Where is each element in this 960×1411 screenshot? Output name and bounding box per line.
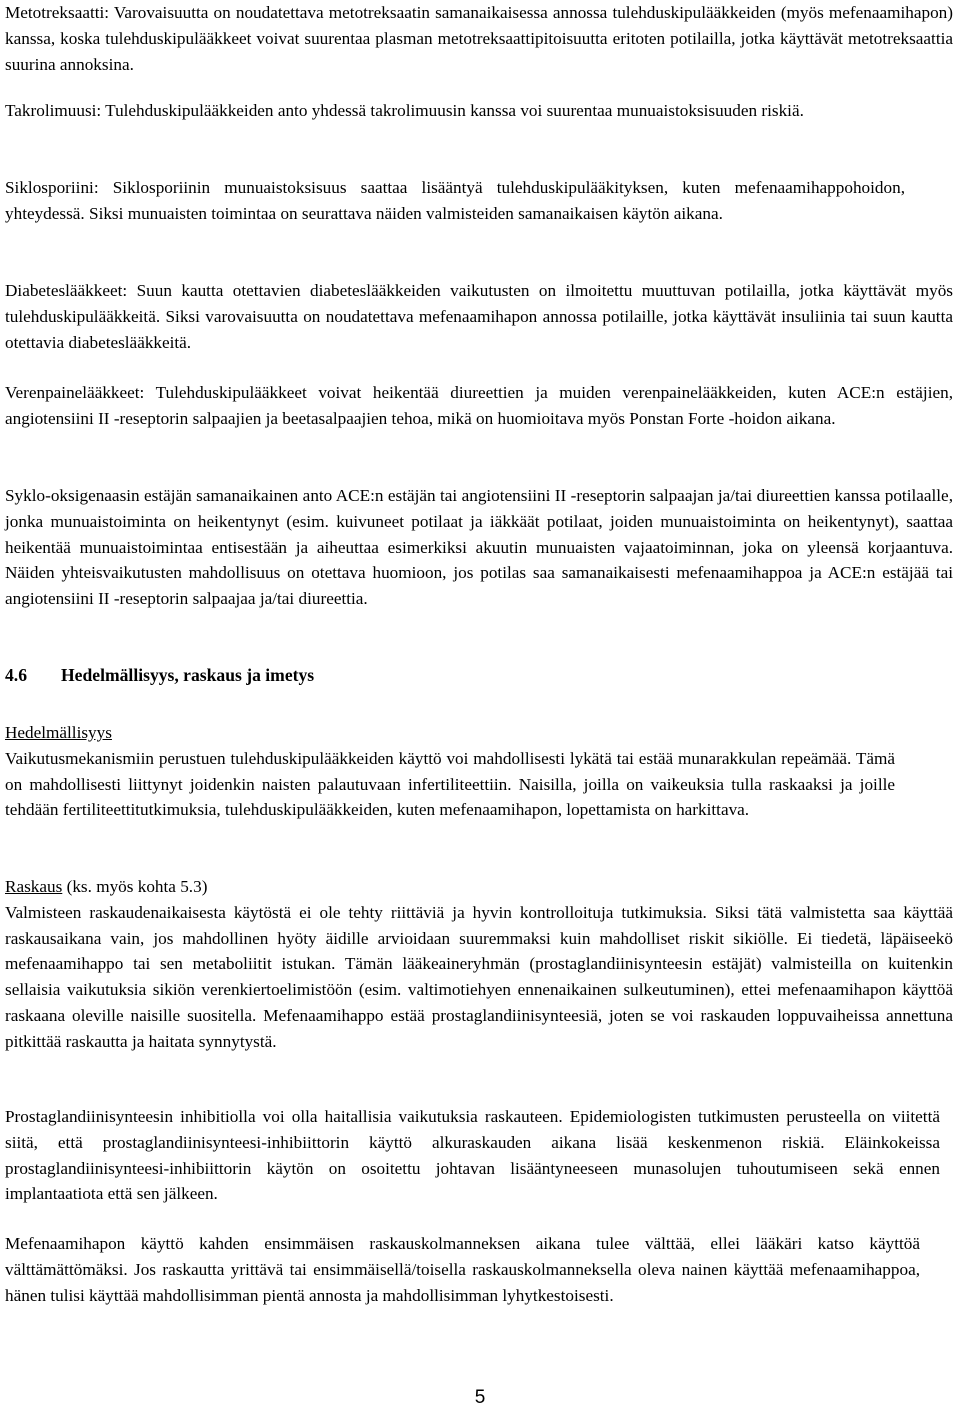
- raskaus-heading: [5, 874, 953, 900]
- section-title: Hedelmällisyys, raskaus ja imetys: [61, 665, 315, 685]
- raskaus-heading-text: Raskaus: [5, 877, 63, 896]
- hedelmallisyys-heading: [5, 720, 895, 746]
- raskaus-block: [5, 874, 953, 1055]
- raskaus-heading-suffix: (ks. myös kohta 5.3): [62, 877, 208, 896]
- page-number: 5: [474, 1387, 486, 1408]
- paragraph-metotreksaatti: Metotreksaatti: Varovaisuutta on noudatettava metotreksaatin samanaikaisessa annossa tulehduskipulääkkeiden (myös mefenaamihapon) kanssa, koska tulehduskipulääkkeet voivat suurentaa plasman metotreksaattipitoisuutta eritoten potilailla, jotka käyttävät metotreksaattia suurina annoksina.: [5, 3, 953, 74]
- raskaus-text: Valmisteen raskaudenaikaisesta käytöstä ei ole tehty riittäviä ja hyvin kontrolloituja tutkimuksia. Siksi tätä valmistetta saa käyttää raskausaikana vain, jos mahdollinen hyöty äidille arvioidaan suuremmaksi kuin mahdolliset riskit sikiölle. Ei tiedetä, läpäiseekö mefenaamihappo tai sen metaboliitit istukan. Tämän lääkeaineryhmän (prostaglandiinisynteesin estäjät) valmisteilla on kuitenkin sellaisia vaikutuksia sikiön verenkiertoelimistöön (esim. valtimotiehyen ennenaikainen sulkeutuminen), ettei mefenaamihapon käyttöä raskaana oleville naisille suositella. Mefenaamihappo estää prostaglandiinisynteesiä, joten se voi raskauden loppuvaiheissa annettuna pitkittää raskautta ja haitata synnytystä.: [5, 902, 953, 1051]
- hedelmallisyys-block: [5, 720, 895, 823]
- paragraph-siklosporiini: Siklosporiini: Siklosporiinin munuaistoksisuus saattaa lisääntyä tulehduskipulääkityksen, kuten mefenaamihappohoidon, yhteydessä. Siksi munuaisten toimintaa on seurattava näiden valmisteiden samanaikaisen käytön aikana.: [5, 178, 905, 223]
- hedelmallisyys-heading-text: Hedelmällisyys: [5, 723, 112, 742]
- paragraph-mefenaamihapon-kaytto: Mefenaamihapon käyttö kahden ensimmäisen raskauskolmanneksen aikana tulee välttää, ellei lääkäri katso käyttöä välttämättömäksi. Jos raskautta yrittävä tai ensimmäisellä/toisella raskauskolmanneksella oleva nainen käyttää mefenaamihappoa, hänen tulisi käyttää mahdollisimman pientä annosta ja mahdollisimman lyhytkestoisesti.: [5, 1234, 920, 1305]
- paragraph-takrolimuusi: Takrolimuusi: Tulehduskipulääkkeiden anto yhdessä takrolimuusin kanssa voi suurentaa munuaistoksisuuden riskiä.: [5, 101, 804, 120]
- paragraph-syklo-oksigenaasin: Syklo-oksigenaasin estäjän samanaikainen anto ACE:n estäjän tai angiotensiini II -reseptorin salpaajan ja/tai diureettien kanssa potilaalle, jonka munuaistoiminta on heikentynyt (esim. kuivuneet potilaat ja iäkkäät potilaat, joiden munuaistoiminta on heikentynyt), saattaa heikentää munuaistoimintaa entisestään ja aiheuttaa esimerkiksi akuutin munuaisten vajaatoiminnan, joka on yleensä korjaantuva. Näiden yhteisvaikutusten mahdollisuus on otettava huomioon, jos potilas saa samanaikaisesti mefenaamihappoa ja ACE:n estäjää tai angiotensiini II -reseptorin salpaajaa ja/tai diureettia.: [5, 486, 953, 609]
- paragraph-prostaglandiini: Prostaglandiinisynteesin inhibitiolla voi olla haitallisia vaikutuksia raskauteen. Epidemiologisten tutkimusten perusteella on viitettä siitä, että prostaglandiinisynteesi-inhibiittorin käyttö alkuraskauden aikana lisää keskenmenon riskiä. Eläinkokeissa prostaglandiinisynteesi-inhibiittorin käytön on osoitettu johtavan lisääntyneeseen munasolujen tuhoutumiseen sekä ennen implantaatiota että sen jälkeen.: [5, 1107, 940, 1204]
- section-number: 4.6: [5, 665, 27, 685]
- paragraph-verenpainelaakkeet: Verenpainelääkkeet: Tulehduskipulääkkeet voivat heikentää diureettien ja muiden verenpainelääkkeiden, kuten ACE:n estäjien, angiotensiini II -reseptorin salpaajien ja beetasalpaajien tehoa, mikä on huomioitava myös Ponstan Forte -hoidon aikana.: [5, 383, 953, 428]
- hedelmallisyys-text: Vaikutusmekanismiin perustuen tulehduskipulääkkeiden käyttö voi mahdollisesti lykätä tai estää munarakkulan repeämää. Tämä on mahdollisesti liittynyt joidenkin naisten palautuvaan infertiliteettiin. Naisilla, joilla on vaikeuksia tulla raskaaksi ja joille tehdään fertiliteettitutkimuksia, tulehduskipulääkkeiden, kuten mefenaamihapon, lopettamista on harkittava.: [5, 748, 895, 820]
- section-heading: [5, 662, 314, 688]
- paragraph-diabeteslaakkeet: Diabeteslääkkeet: Suun kautta otettavien diabeteslääkkeiden vaikutusten on ilmoitettu muuttuvan potilailla, jotka käyttävät myös tulehduskipulääkkeitä. Siksi varovaisuutta on noudatettava mefenaamihapon annossa potilaille, jotka käyttävät insuliinia tai suun kautta otettavia diabeteslääkkeitä.: [5, 281, 953, 352]
